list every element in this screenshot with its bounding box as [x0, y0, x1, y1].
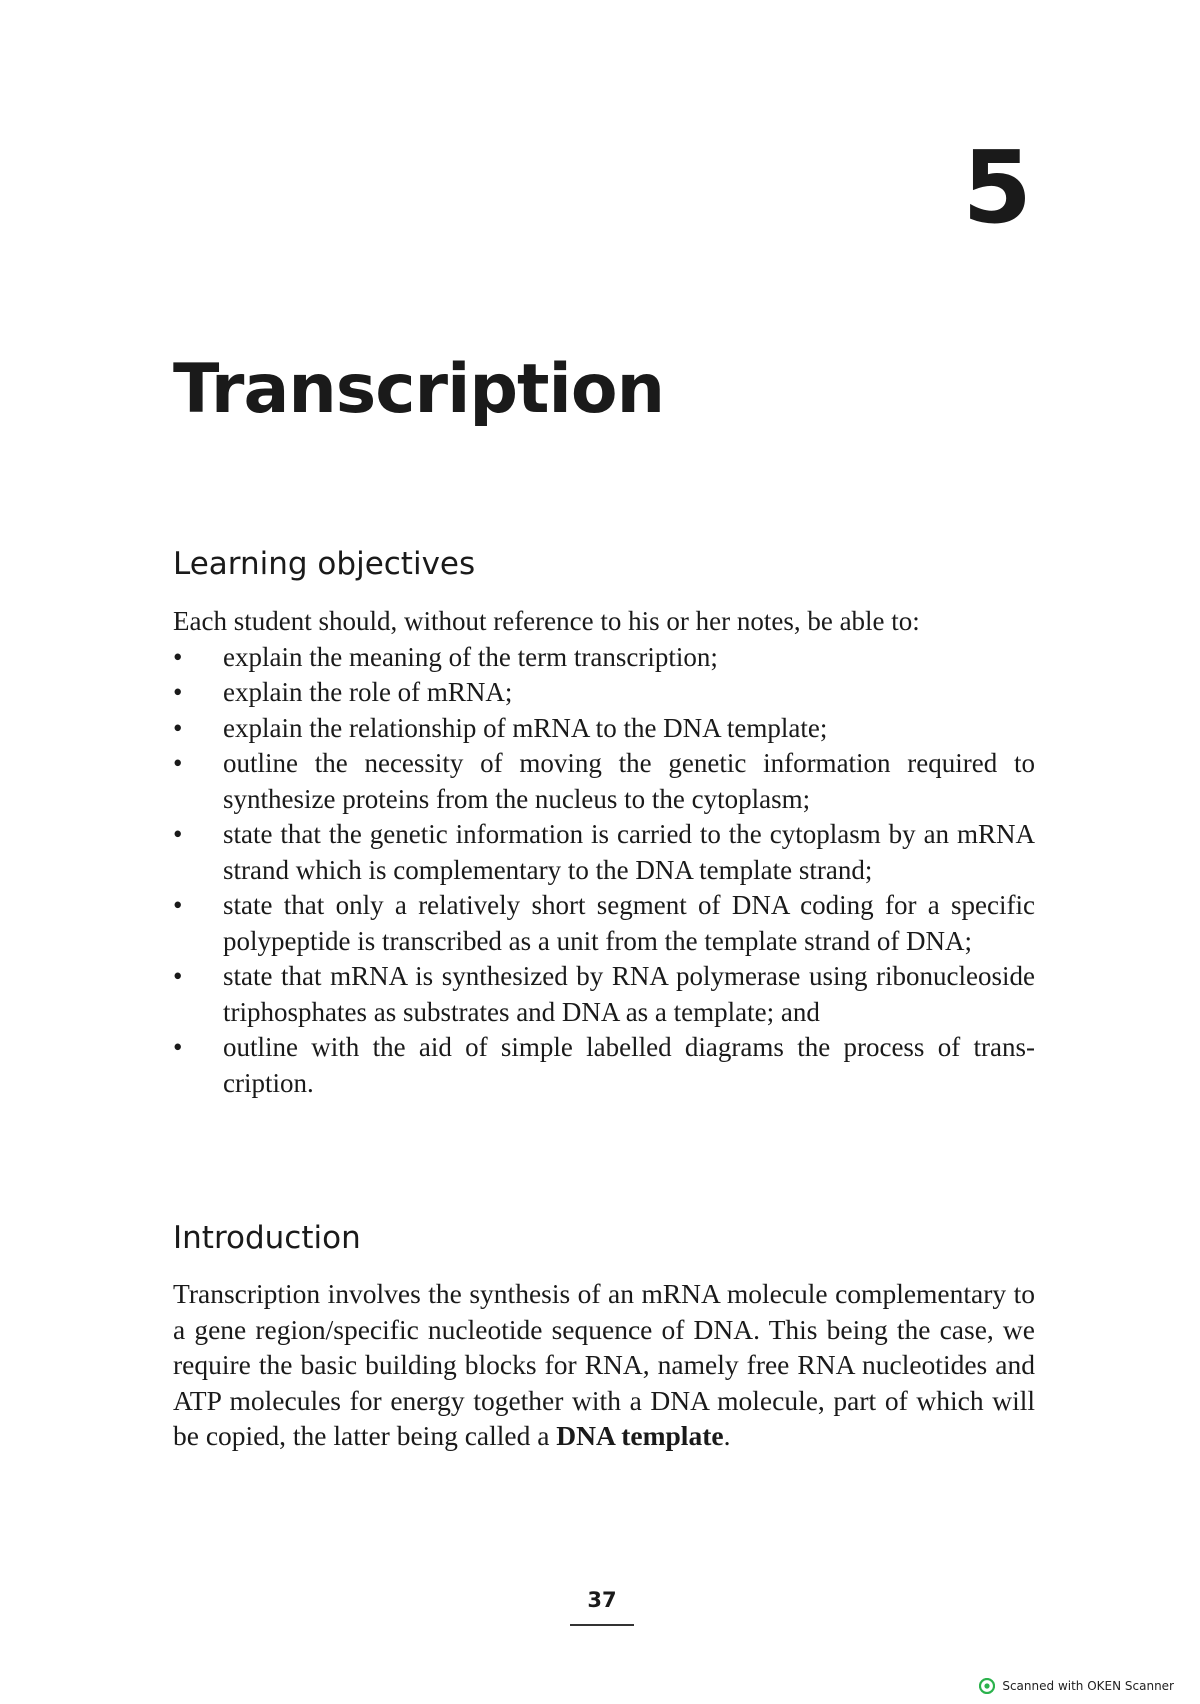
bullet-icon: • — [173, 641, 183, 672]
watermark-text: Scanned with OKEN Scanner — [1002, 1679, 1174, 1693]
objective-text: state that the genetic information is carried to the cytoplasm by an mRNA strand which is complementary to the DNA template strand; — [223, 819, 1035, 885]
learning-objectives-heading: Learning objectives — [173, 546, 476, 582]
bullet-icon: • — [173, 890, 183, 920]
chapter-number: 5 — [962, 129, 1032, 246]
objective-text: outline the necessity of moving the genetic information required to synthesize proteins from the nucleus to the cytoplasm; — [223, 748, 1035, 814]
objective-item — [173, 746, 1035, 817]
page-number: 37 — [587, 1588, 617, 1612]
bullet-icon: • — [173, 961, 183, 991]
objective-text: state that mRNA is synthesized by RNA polymerase using ribonucleoside triphosphates as substrates and DNA as a template; and — [223, 961, 1035, 1027]
chapter-title: Transcription — [173, 350, 664, 429]
objective-text: explain the relationship of mRNA to the DNA template; — [223, 712, 828, 743]
bullet-icon: • — [173, 819, 183, 849]
bullet-icon: • — [173, 712, 183, 743]
objective-item — [173, 711, 1035, 747]
oken-scanner-logo-icon — [979, 1678, 995, 1694]
page-number-rule — [570, 1624, 634, 1626]
objective-text: explain the role of mRNA; — [223, 677, 513, 707]
objective-text: state that only a relatively short segment of DNA coding for a specific polypeptide is transcribed as a unit from the template strand of DNA; — [223, 890, 1035, 956]
objective-text: outline with the aid of simple labelled diagrams the process of transcription. — [223, 1032, 1035, 1098]
objective-item — [173, 1030, 1035, 1101]
objective-item — [173, 959, 1035, 1030]
objectives-list — [173, 640, 1035, 1102]
objective-item — [173, 888, 1035, 959]
objective-item — [173, 640, 1035, 676]
scanner-watermark — [979, 1678, 1174, 1694]
bullet-icon: • — [173, 1032, 183, 1062]
objective-item — [173, 817, 1035, 888]
objectives-intro: Each student should, without reference to his or her notes, be able to: — [173, 606, 920, 636]
learning-objectives-block — [173, 604, 1035, 1101]
dna-template-term: DNA template — [556, 1420, 724, 1451]
introduction-body: Transcription involves the synthesis of an mRNA molecule complementary to a gene region/specific nucleotide sequence of DNA. This being the case, we require the basic building blocks for RNA, namely free RNA nucleotides and ATP molecules for energy together with a DNA molecule, part of which will be copied, the latter being called a — [173, 1278, 1035, 1451]
introduction-heading: Introduction — [173, 1220, 361, 1256]
objective-text: explain the meaning of the term transcription; — [223, 641, 718, 672]
bullet-icon: • — [173, 677, 183, 707]
bullet-icon: • — [173, 748, 183, 778]
introduction-paragraph — [173, 1276, 1035, 1454]
introduction-end: . — [723, 1420, 731, 1451]
objective-item — [173, 675, 1035, 711]
